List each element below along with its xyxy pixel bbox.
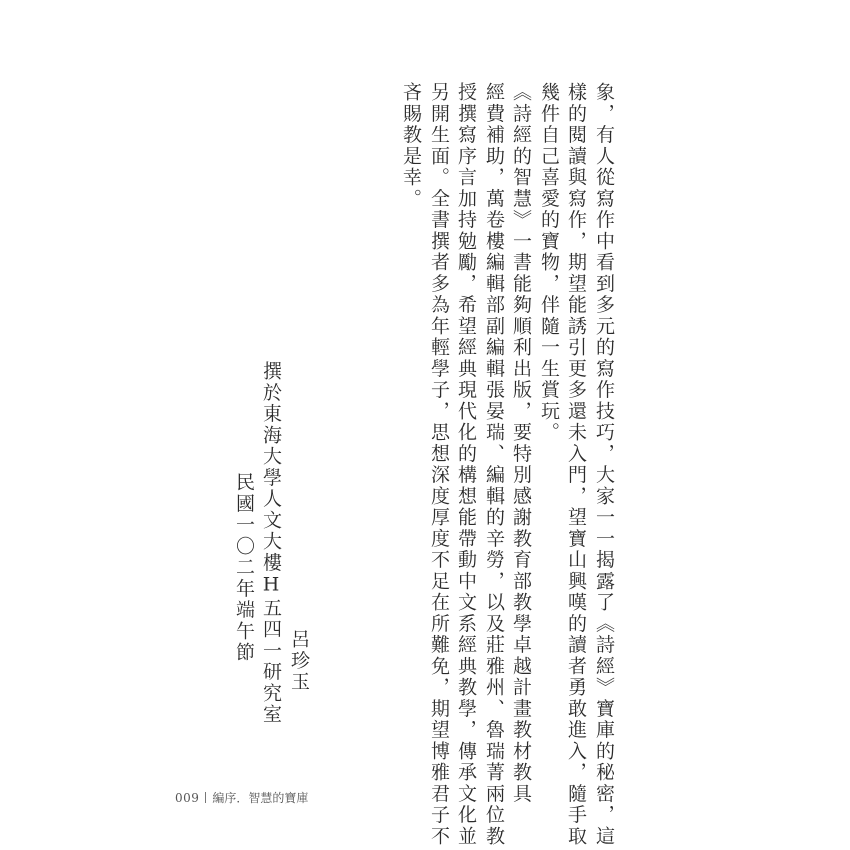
body-line-2: 樣的閱讀與寫作，期望能誘引更多還未入門，望寶山興嘆的讀者勇敢進入，隨手取 — [565, 82, 587, 847]
body-line-1: 象，有人從寫作中看到多元的寫作技巧，大家一一揭露了《詩經》寶庫的秘密，這 — [593, 82, 615, 847]
running-header-title: 編序．智慧的寶庫 — [212, 791, 309, 805]
page-number: 009 — [175, 790, 200, 805]
body-line-8: 吝賜教是幸。 — [400, 82, 422, 210]
signature-date: 民國一〇二年端午節 — [233, 472, 255, 664]
body-line-3: 幾件自己喜愛的寶物，伴隨一生賞玩。 — [538, 82, 560, 444]
body-line-5: 經費補助，萬卷樓編輯部副編輯張晏瑞、編輯的辛勞，以及莊雅州、魯瑞菁兩位教 — [483, 82, 505, 847]
page-footer — [175, 789, 308, 806]
body-line-6: 授撰寫序言加持勉勵，希望經典現代化的構想能帶動中文系經典教學，傳承文化並 — [455, 82, 477, 847]
body-line-4: 《詩經的智慧》一書能夠順利出版，要特別感謝教育部教學卓越計畫教材教具 — [510, 82, 532, 805]
signature-place: 撰於東海大學人文大樓H五四一研究室 — [260, 361, 282, 726]
footer-divider — [205, 792, 206, 803]
signature-author: 呂珍玉 — [288, 629, 310, 693]
body-line-7: 另開生面。全書撰者多為年輕學子，思想深度厚度不足在所難免，期望博雅君子不 — [428, 82, 450, 847]
